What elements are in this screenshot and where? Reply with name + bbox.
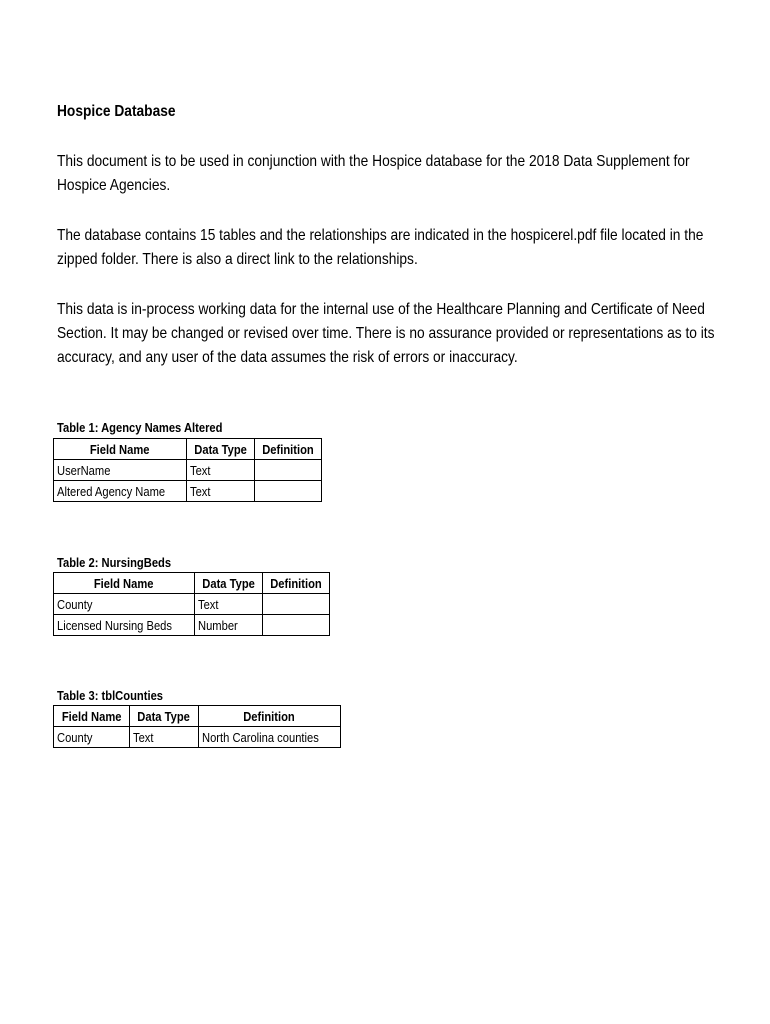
table-1-caption: Table 1: Agency Names Altered (57, 420, 223, 435)
header-field-name: Field Name (54, 706, 130, 727)
table-row (54, 615, 330, 636)
cell-definition: North Carolina counties (198, 727, 341, 748)
header-field-name: Field Name (54, 439, 187, 460)
table-header-row (54, 706, 341, 727)
cell-definition (254, 460, 321, 481)
header-data-type: Data Type (130, 706, 198, 727)
table-header-row (54, 573, 330, 594)
paragraph-line: Section. It may be changed or revised over time. There is no assurance provided or representations as to its (57, 325, 715, 342)
header-definition: Definition (262, 573, 329, 594)
cell-field-name: Altered Agency Name (54, 481, 187, 502)
table-row (54, 481, 322, 502)
cell-field-name: County (54, 594, 195, 615)
relationships-paragraph (57, 224, 704, 272)
cell-definition (254, 481, 321, 502)
cell-field-name: Licensed Nursing Beds (54, 615, 195, 636)
table-3-tbl-counties (53, 705, 341, 748)
table-2-nursing-beds (53, 572, 330, 636)
cell-data-type: Text (194, 594, 262, 615)
table-1-agency-names-altered (53, 438, 322, 502)
intro-paragraph (57, 150, 690, 198)
document-title: Hospice Database (57, 103, 176, 120)
disclaimer-paragraph (57, 298, 715, 370)
cell-definition (262, 615, 329, 636)
header-field-name: Field Name (54, 573, 195, 594)
cell-data-type: Text (186, 481, 254, 502)
cell-data-type: Text (186, 460, 254, 481)
table-header-row (54, 439, 322, 460)
paragraph-line: Hospice Agencies. (57, 177, 171, 194)
paragraph-line: accuracy, and any user of the data assumes the risk of errors or inaccuracy. (57, 349, 518, 366)
header-data-type: Data Type (186, 439, 254, 460)
table-row (54, 727, 341, 748)
cell-field-name: County (54, 727, 130, 748)
table-row (54, 594, 330, 615)
header-data-type: Data Type (194, 573, 262, 594)
header-definition: Definition (198, 706, 341, 727)
header-definition: Definition (254, 439, 321, 460)
table-2-caption: Table 2: NursingBeds (57, 555, 172, 570)
paragraph-line: This document is to be used in conjunction with the Hospice database for the 2018 Data Supplement for (57, 153, 690, 170)
paragraph-line: zipped folder. There is also a direct link to the relationships. (57, 251, 418, 268)
cell-definition (262, 594, 329, 615)
cell-data-type: Number (194, 615, 262, 636)
cell-data-type: Text (130, 727, 198, 748)
table-row (54, 460, 322, 481)
table-3-caption: Table 3: tblCounties (57, 688, 164, 703)
cell-field-name: UserName (54, 460, 187, 481)
paragraph-line: This data is in-process working data for the internal use of the Healthcare Planning and Certificate of Need (57, 301, 705, 318)
paragraph-line: The database contains 15 tables and the relationships are indicated in the hospicerel.pdf file located in the (57, 227, 704, 244)
